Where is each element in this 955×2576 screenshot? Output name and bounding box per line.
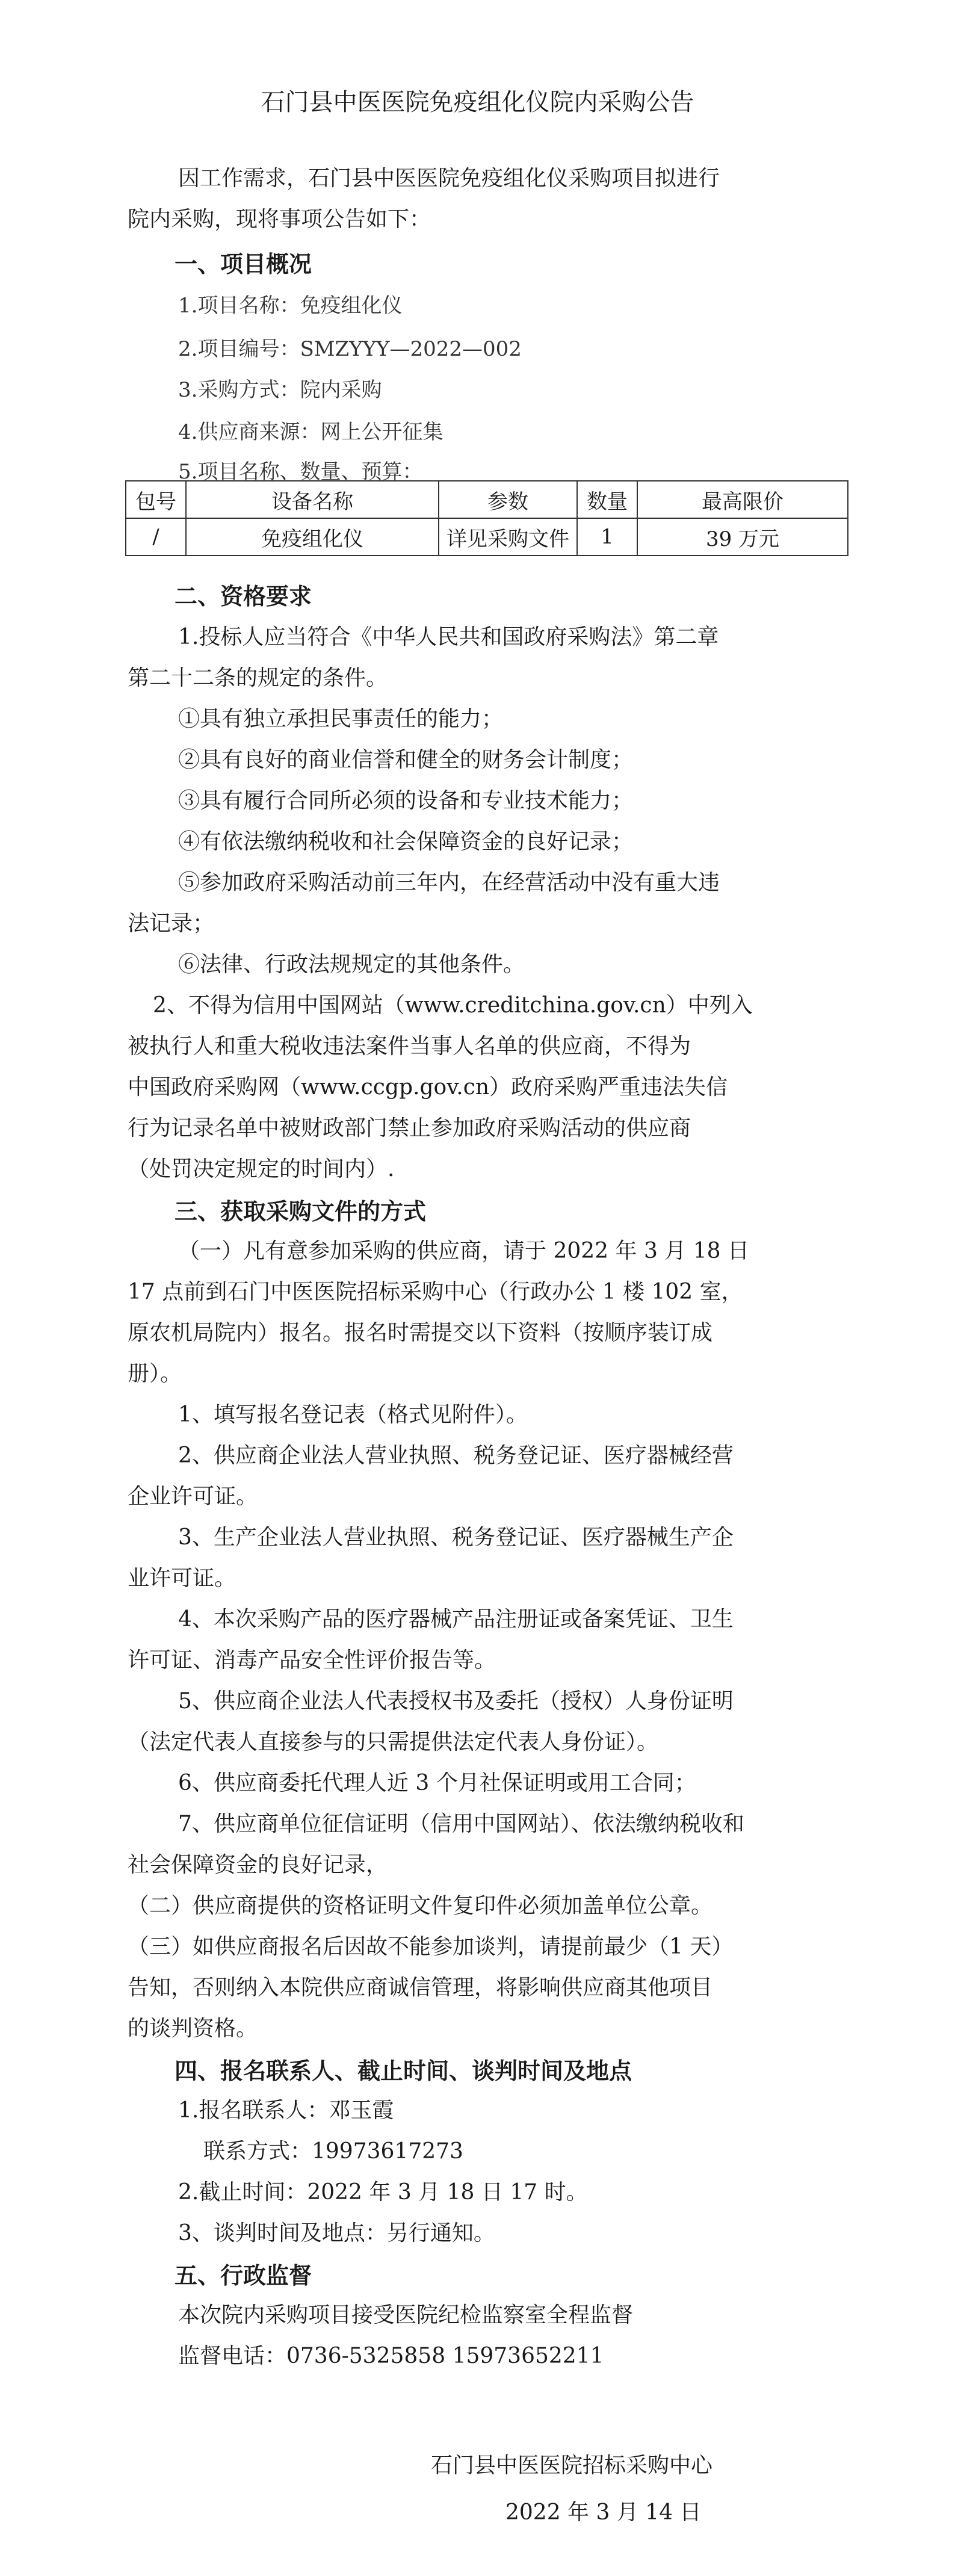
text-line: 中国政府采购网（www.ccgp.gov.cn）政府采购严重违法失信 xyxy=(128,1075,728,1100)
project-item: 3.采购方式：院内采购 xyxy=(178,378,382,402)
text-line: 被执行人和重大税收违法案件当事人名单的供应商，不得为 xyxy=(128,1034,691,1059)
text-line: （二）供应商提供的资格证明文件复印件必须加盖单位公章。 xyxy=(128,1893,713,1918)
table-row xyxy=(126,518,848,556)
text-line: 许可证、消毒产品安全性评价报告等。 xyxy=(128,1648,496,1673)
text-line: 原农机局院内）报名。报名时需提交以下资料（按顺序装订成 xyxy=(128,1321,713,1345)
section-heading: 二、资格要求 xyxy=(175,583,312,610)
table-cell: 1 xyxy=(577,518,637,556)
section-heading: 一、项目概况 xyxy=(175,251,312,277)
table-cell: / xyxy=(126,518,186,556)
project-item: 4.供应商来源：网上公开征集 xyxy=(178,420,444,444)
text-line: 册）。 xyxy=(128,1361,182,1386)
table-header-cell: 参数 xyxy=(439,481,577,518)
text-line: （三）如供应商报名后因故不能参加谈判，请提前最少（1 天） xyxy=(128,1934,734,1959)
table-header-row xyxy=(126,481,848,518)
text-line: 17 点前到石门中医医院招标采购中心（行政办公 1 楼 102 室， xyxy=(128,1280,743,1304)
text-line: 业许可证。 xyxy=(128,1566,236,1591)
table-header-cell: 设备名称 xyxy=(186,481,439,518)
signature-org: 石门县中医医院招标采购中心 xyxy=(431,2453,713,2478)
text-line: 企业许可证。 xyxy=(128,1484,258,1509)
text-line: 法记录； xyxy=(128,911,215,936)
text-line: 4、本次采购产品的医疗器械产品注册证或备案凭证、卫生 xyxy=(178,1607,734,1632)
intro-line: 因工作需求，石门县中医医院免疫组化仪采购项目拟进行 xyxy=(178,166,720,191)
deadline: 2.截止时间：2022 年 3 月 18 日 17 时。 xyxy=(178,2180,588,2205)
text-line: 第二十二条的规定的条件。 xyxy=(128,666,388,690)
text-line: ⑤参加政府采购活动前三年内，在经营活动中没有重大违 xyxy=(178,870,720,895)
text-line: ③具有履行合同所必须的设备和专业技术能力； xyxy=(178,788,634,813)
section-heading: 五、行政监督 xyxy=(175,2262,312,2289)
text-line: （处罚决定规定的时间内）. xyxy=(128,1157,395,1181)
project-item: 2.项目编号：SMZYYY—2022—002 xyxy=(178,337,522,361)
text-line: 本次院内采购项目接受医院纪检监察室全程监督 xyxy=(178,2303,634,2327)
text-line: 2、不得为信用中国网站（www.creditchina.gov.cn）中列入 xyxy=(153,993,753,1018)
table-cell: 免疫组化仪 xyxy=(186,518,439,556)
text-line: ②具有良好的商业信誉和健全的财务会计制度； xyxy=(178,748,634,772)
section-heading: 四、报名联系人、截止时间、谈判时间及地点 xyxy=(175,2058,632,2084)
table-cell: 详见采购文件 xyxy=(439,518,577,556)
text-line: （法定代表人直接参与的只需提供法定代表人身份证）。 xyxy=(128,1730,659,1754)
text-line: 5、供应商企业法人代表授权书及委托（授权）人身份证明 xyxy=(178,1689,734,1714)
text-line: 6、供应商委托代理人近 3 个月社保证明或用工合同； xyxy=(178,1771,696,1795)
project-item: 5.项目名称、数量、预算： xyxy=(178,460,423,484)
text-line: 1.投标人应当符合《中华人民共和国政府采购法》第二章 xyxy=(178,625,719,649)
intro-line: 院内采购，现将事项公告如下： xyxy=(128,207,431,232)
page-title: 石门县中医医院免疫组化仪院内采购公告 xyxy=(261,88,694,116)
table-header-cell: 数量 xyxy=(577,481,637,518)
supervision-phone: 监督电话：0736-5325858 15973652211 xyxy=(178,2344,604,2368)
text-line: （一）凡有意参加采购的供应商，请于 2022 年 3 月 18 日 xyxy=(178,1239,749,1263)
negotiation-time: 3、谈判时间及地点：另行通知。 xyxy=(178,2221,495,2246)
table-cell: 39 万元 xyxy=(637,518,848,556)
text-line: ⑥法律、行政法规规定的其他条件。 xyxy=(178,952,525,977)
section-heading: 三、获取采购文件的方式 xyxy=(175,1198,427,1225)
project-item: 1.项目名称：免疫组化仪 xyxy=(178,294,403,318)
procurement-table xyxy=(125,480,848,556)
text-line: ①具有独立承担民事责任的能力； xyxy=(178,707,504,731)
text-line: 2、供应商企业法人营业执照、税务登记证、医疗器械经营 xyxy=(178,1443,734,1468)
text-line: 1、填写报名登记表（格式见附件）。 xyxy=(178,1402,528,1427)
text-line: 7、供应商单位征信证明（信用中国网站）、依法缴纳税收和 xyxy=(178,1812,744,1836)
contact-person: 1.报名联系人：邓玉霞 xyxy=(178,2098,394,2123)
text-line: 行为记录名单中被财政部门禁止参加政府采购活动的供应商 xyxy=(128,1116,691,1141)
table-header-cell: 包号 xyxy=(126,481,186,518)
text-line: 3、生产企业法人营业执照、税务登记证、医疗器械生产企 xyxy=(178,1525,734,1550)
signature-date: 2022 年 3 月 14 日 xyxy=(505,2500,702,2525)
text-line: 告知，否则纳入本院供应商诚信管理，将影响供应商其他项目 xyxy=(128,1975,713,2000)
text-line: ④有依法缴纳税收和社会保障资金的良好记录； xyxy=(178,829,634,854)
table-header-cell: 最高限价 xyxy=(637,481,848,518)
text-line: 的谈判资格。 xyxy=(128,2016,258,2041)
contact-phone: 联系方式：19973617273 xyxy=(203,2139,463,2164)
text-line: 社会保障资金的良好记录， xyxy=(128,1853,388,1877)
